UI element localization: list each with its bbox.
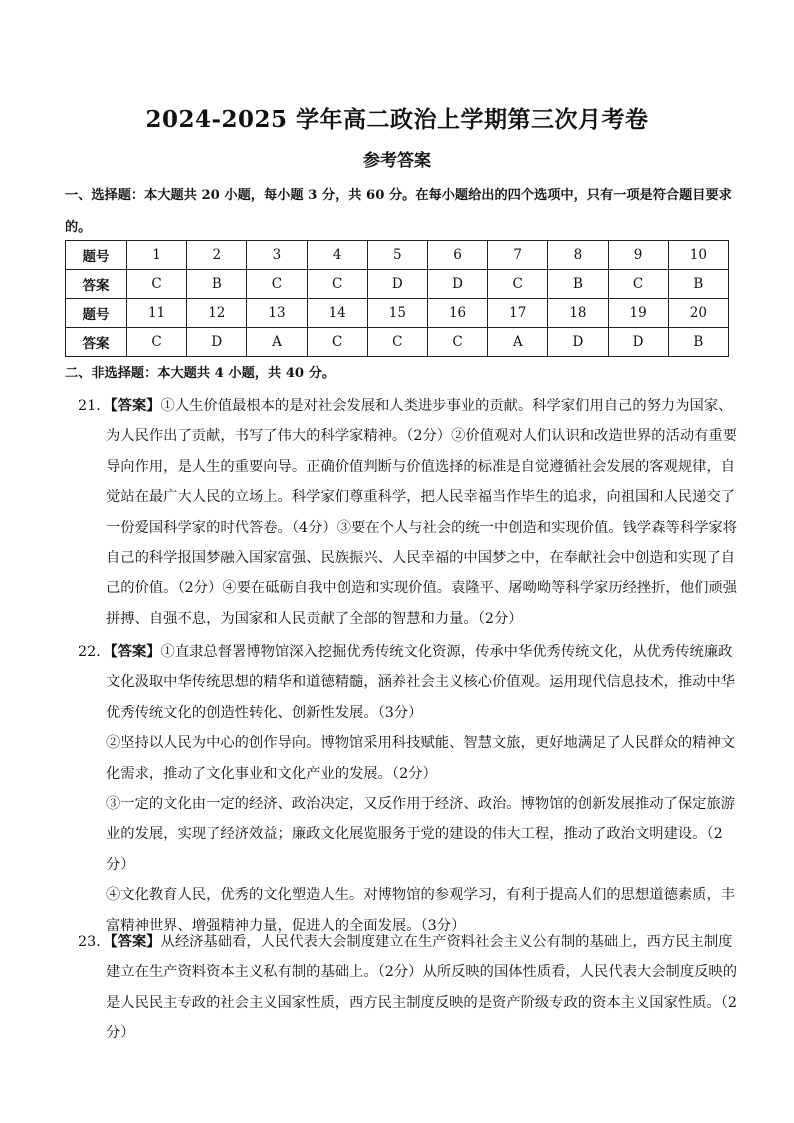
answer-text: 从经济基础看，人民代表大会制度建立在生产资料社会主义公有制的基础上，西方民主制度建立在生产资料资本主义私有制的基础上。（2分）从所反映的国体性质看，人民代表大会制度反映的是人民民主专政的社会主义国家性质，西方民主制度反映的是资产阶级专政的资本主义国家性质。（2分）	[106, 934, 738, 1042]
question-number: 23．	[78, 934, 111, 950]
table-cell: 4	[307, 241, 367, 270]
table-cell: C	[247, 270, 307, 299]
table-cell: C	[307, 328, 367, 357]
question-number: 21．	[78, 398, 111, 414]
table-cell: 8	[548, 241, 608, 270]
answer-paragraph	[78, 927, 738, 1049]
table-cell: D	[427, 270, 487, 299]
table-cell: C	[427, 328, 487, 357]
page-title: 2024-2025 学年高二政治上学期第三次月考卷	[145, 106, 649, 133]
table-cell: 13	[247, 299, 307, 328]
answer-21	[78, 391, 738, 634]
table-cell: 1	[127, 241, 187, 270]
table-cell: C	[127, 270, 187, 299]
answer-paragraph: ④文化教育人民，优秀的文化塑造人生。对博物馆的参观学习，有利于提高人们的思想道德素质，丰富精神世界、增强精神力量，促进人的全面发展。（3分）	[106, 887, 736, 934]
table-cell: C	[307, 270, 367, 299]
answer-23	[78, 927, 738, 1049]
table-cell: 17	[488, 299, 548, 328]
table-row	[66, 299, 729, 328]
table-cell: D	[608, 328, 668, 357]
table-cell: A	[488, 328, 548, 357]
table-cell: B	[187, 270, 247, 299]
table-cell: B	[668, 328, 728, 357]
table-cell: 7	[488, 241, 548, 270]
row-label: 答案	[66, 270, 127, 299]
page-subtitle: 参考答案	[363, 151, 431, 171]
table-cell: B	[668, 270, 728, 299]
answer-tag: 【答案】	[110, 398, 161, 414]
table-cell: 3	[247, 241, 307, 270]
question-number: 22．	[78, 644, 111, 660]
table-cell: 12	[187, 299, 247, 328]
table-cell: A	[247, 328, 307, 357]
row-label: 答案	[66, 328, 127, 357]
table-row	[66, 270, 729, 299]
table-cell: C	[488, 270, 548, 299]
table-cell: D	[187, 328, 247, 357]
table-cell: D	[548, 328, 608, 357]
answer-paragraph: ③一定的文化由一定的经济、政治决定，又反作用于经济、政治。博物馆的创新发展推动了保定旅游业的发展，实现了经济效益；廉政文化展览服务于党的建设的伟大工程，推动了政治文明建设。（2分）	[106, 796, 736, 873]
answer-paragraph	[78, 637, 738, 728]
table-cell: C	[608, 270, 668, 299]
table-cell: 14	[307, 299, 367, 328]
table-row	[66, 241, 729, 270]
row-label: 题号	[66, 299, 127, 328]
table-cell: 10	[668, 241, 728, 270]
table-cell: 20	[668, 299, 728, 328]
table-cell: 6	[427, 241, 487, 270]
answer-paragraph: ②坚持以人民为中心的创作导向。博物馆采用科技赋能、智慧文旅，更好地满足了人民群众的精神文化需求，推动了文化事业和文化产业的发展。（2分）	[106, 735, 736, 782]
table-cell: 15	[367, 299, 427, 328]
row-label: 题号	[66, 241, 127, 270]
answer-table	[65, 240, 729, 357]
section-1-heading: 一、选择题：本大题共 20 小题，每小题 3 分，共 60 分。在每小题给出的四个选项中，只有一项是符合题目要求的。	[65, 188, 732, 235]
table-cell: 16	[427, 299, 487, 328]
answer-tag: 【答案】	[110, 644, 161, 660]
table-cell: D	[367, 270, 427, 299]
answer-text: ①人生价值最根本的是对社会发展和人类进步事业的贡献。科学家们用自己的努力为国家、为人民作出了贡献，书写了伟大的科学家精神。（2分）②价值观对人们认识和改造世界的活动有重要导向作用，是人生的重要向导。正确价值判断与价值选择的标准是自觉遵循社会发展的客观规律，自觉站在最广大人民的立场上。科学家们尊重科学，把人民幸福当作毕生的追求，向祖国和人民递交了一份爱国科学家的时代答卷。（4分）③要在个人与社会的统一中创造和实现价值。钱学森等科学家将自己的科学报国梦融入国家富强、民族振兴、人民幸福的中国梦之中，在奉献社会中创造和实现了自己的价值。（2分）④要在砥砺自我中创造和实现价值。袁隆平、屠呦呦等科学家历经挫折，他们顽强拼搏、自强不息，为国家和人民贡献了全部的智慧和力量。（2分）	[106, 398, 738, 627]
section-2-heading: 二、非选择题：本大题共 4 小题，共 40 分。	[65, 366, 336, 381]
table-row	[66, 328, 729, 357]
answer-paragraph	[78, 391, 738, 634]
table-cell: 18	[548, 299, 608, 328]
table-cell: C	[367, 328, 427, 357]
table-cell: 9	[608, 241, 668, 270]
answer-text: ①直隶总督署博物馆深入挖掘优秀传统文化资源，传承中华优秀传统文化，从优秀传统廉政文化汲取中华传统思想的精华和道德精髓，涵养社会主义核心价值观。运用现代信息技术，推动中华优秀传统文化的创造性转化、创新性发展。（3分）	[106, 644, 736, 721]
table-cell: B	[548, 270, 608, 299]
answer-22	[78, 637, 738, 941]
answer-tag: 【答案】	[110, 934, 161, 950]
table-cell: 19	[608, 299, 668, 328]
table-cell: 5	[367, 241, 427, 270]
table-cell: 2	[187, 241, 247, 270]
table-cell: C	[127, 328, 187, 357]
table-cell: 11	[127, 299, 187, 328]
